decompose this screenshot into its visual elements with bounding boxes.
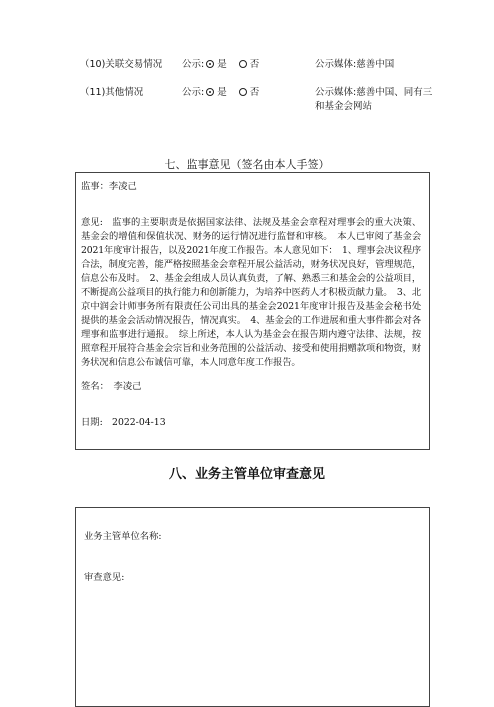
- publicity-choice-11: [182, 86, 259, 100]
- publicity-media-11: 公示媒体:慈善中国、同有三和基金会网站: [315, 87, 433, 112]
- publicity-label: 公示:: [182, 59, 205, 70]
- signature-line: 签名： 李凌己: [81, 381, 142, 392]
- publicity-label: 公示:: [182, 87, 205, 98]
- date-line: 日期: 2022-04-13: [81, 417, 166, 428]
- radio-no-icon: [239, 88, 247, 96]
- authority-unit-name-label: 业务主管单位名称:: [84, 531, 162, 542]
- supervisor-opinion-text: 意见: 监事的主要职责是依据国家法律、法规及基金会章程对理事会的重大决策、基金会的增值和保值状况、财务的运行情况进行监督和审核。 本人已审阅了基金会2021年度审计报告，以及2021年度工作报告。本人意见如下： 1、理事会决议程序合法，制度完善，能严格按照基金会章程开展公益活动，财务状况良好，管理规范，信息公布及时。 2、基金会组成人员认真负责，了解、熟悉三和基金会的公益项目，不断提高公益项目的执行能力和创新能力，为培养中医药人才积极贡献力量。 3、北京中润会计师事务所有限责任公司出具的基金会2021年度审计报告及基金会秘书处提供的基金会活动情况报告，情况真实。 4、基金会的工作进展和重大事件都会对各理事和监事进行通报。 综上所述，本人认为基金会在报告期内遵守法律、法规，按照章程开展符合基金会宗旨和业务范围的公益活动、接受和使用捐赠款项和物资，财务状况和信息公布诚信可靠，本人同意年度工作报告。: [81, 217, 421, 368]
- no-label: 否: [249, 59, 260, 70]
- yes-label: 是: [217, 59, 227, 70]
- radio-yes-selected-icon: [206, 60, 214, 68]
- review-opinion-label: 审查意见:: [84, 572, 125, 583]
- item-related-transactions: （10)关联交易情况: [80, 59, 163, 70]
- authority-review-title: 八、业务主管单位审查意见: [168, 467, 325, 482]
- item-other-situations: （11)其他情况: [80, 87, 144, 98]
- supervisor-name: 监事：李凌己: [81, 181, 137, 192]
- publicity-media-10: 公示媒体:慈善中国: [315, 59, 395, 70]
- supervisor-opinion-title: 七、监事意见（签名由本人手签）: [164, 158, 330, 171]
- yes-label: 是: [217, 87, 227, 98]
- radio-no-icon: [239, 60, 247, 68]
- publicity-choice-10: [182, 58, 259, 72]
- no-label: 否: [249, 87, 260, 98]
- radio-yes-selected-icon: [206, 88, 214, 96]
